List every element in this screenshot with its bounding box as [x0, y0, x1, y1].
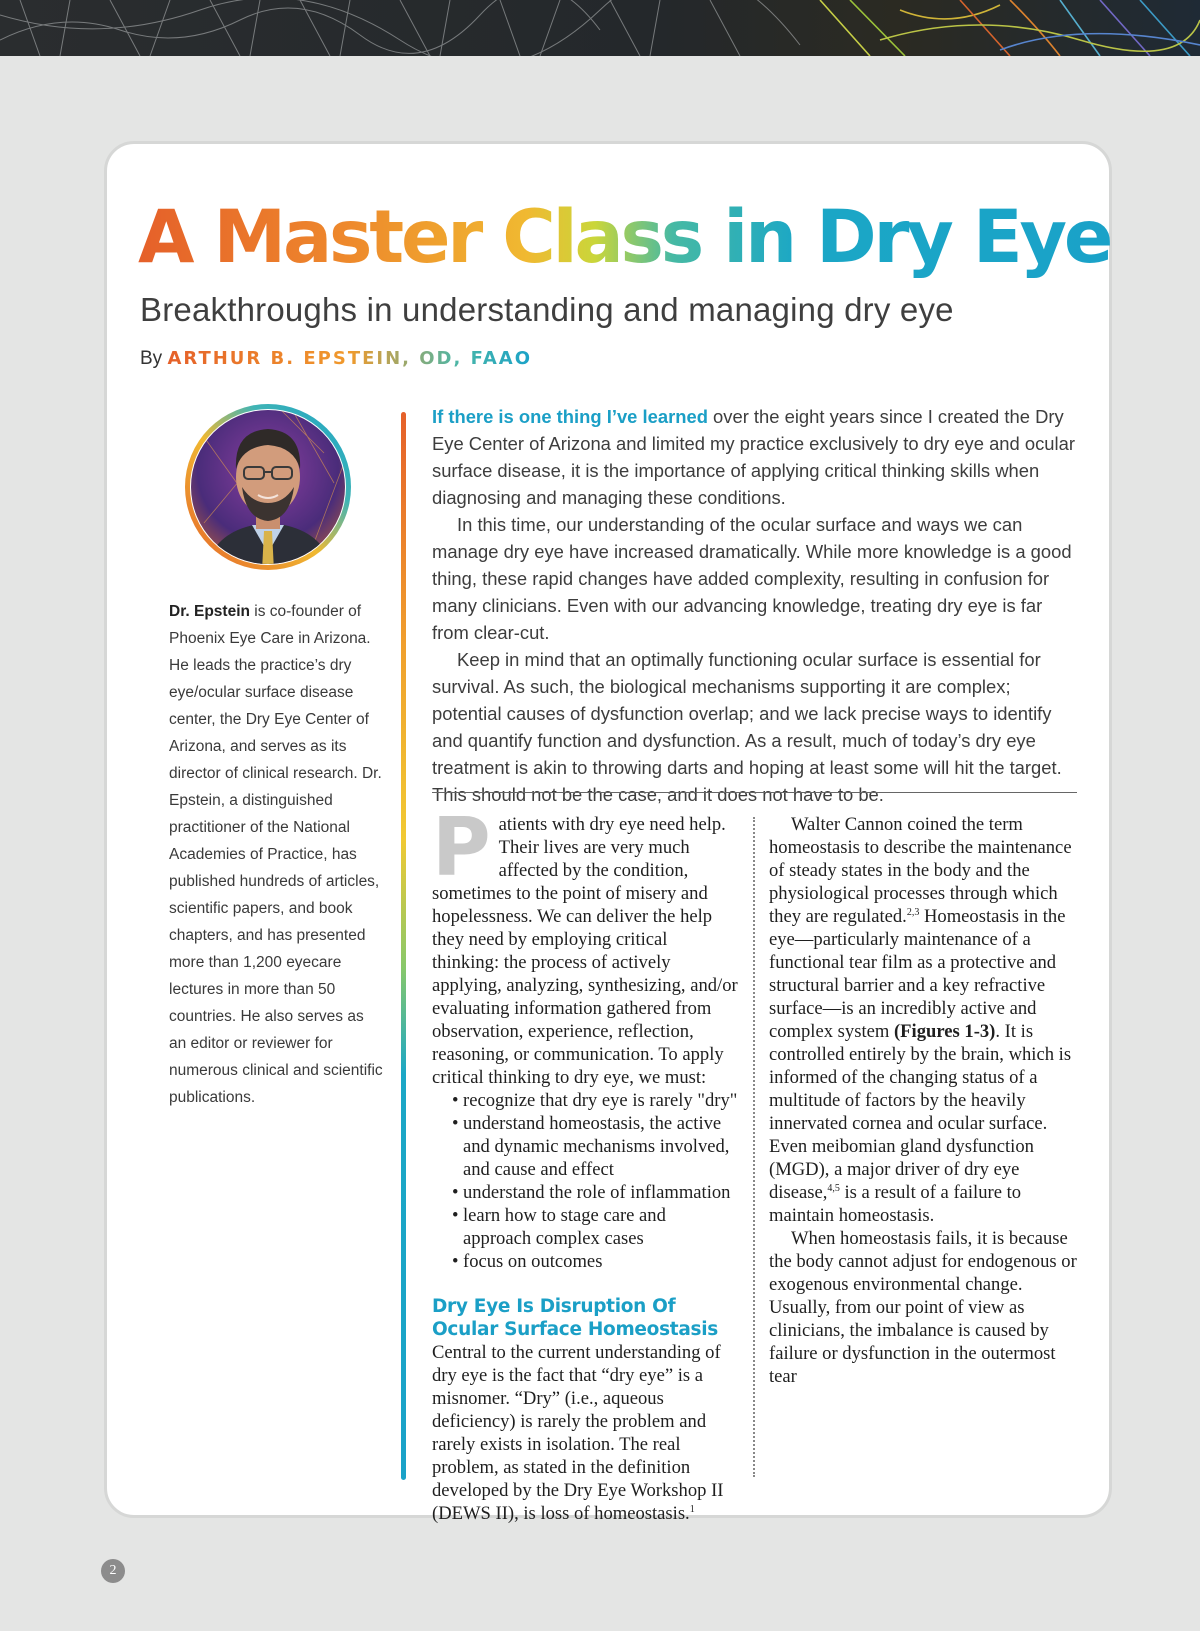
header-banner: [0, 0, 1200, 56]
body-paragraph: When homeostasis fails, it is because the body cannot adjust for endogenous or exogenous environmental change. Usually, from our point of view as clinicians, the imbalance is caused by failure or dysfunction in the outermost tear: [769, 1228, 1077, 1387]
intro-paragraph: Keep in mind that an optimally functioning ocular surface is essential for survival. As such, the biological mechanisms supporting it are complex; potential causes of dysfunction overlap; and we lack precise ways to identify and quantify function and dysfunction. As a result, much of today’s dry eye treatment is akin to throwing darts and hoping at least some will hit the target. This should not be the case, and it does not have to be.: [432, 649, 1062, 805]
horizontal-rule: [432, 792, 1077, 793]
citation-ref: 1: [689, 1504, 695, 1515]
intro-paragraph: In this time, our understanding of the ocular surface and ways we can manage dry eye have increased dramatically. While more knowledge is a good thing, these rapid changes have added complexity, resulting in confusion for many clinicians. Even with our advancing knowledge, treating dry eye is far from clear-cut.: [432, 514, 1072, 643]
bullet-list: [432, 1089, 738, 1273]
intro-paragraph: [432, 403, 1077, 511]
section-heading: Dry Eye Is Disruption Of Ocular Surface Homeostasis: [432, 1296, 718, 1340]
list-item: • focus on outcomes: [452, 1250, 738, 1273]
body-p3b: Homeostasis in the eye—particularly maintenance of a functional tear film as a protective and structural barrier and a key refractive surface—is an incredibly active and complex system: [769, 906, 1066, 1042]
leaf-vein-texture-icon: [0, 0, 1200, 56]
drop-cap: P: [432, 801, 491, 894]
column-separator: [753, 817, 755, 1477]
list-item: • learn how to stage care and approach complex cases: [452, 1204, 738, 1250]
author-name: ARTHUR B. EPSTEIN, OD, FAAO: [167, 348, 532, 369]
bio-text: is co-founder of Phoenix Eye Care in Arizona. He leads the practice’s dry eye/ocular surface disease center, the Dry Eye Center of Arizona, and serves as its director of clinical research. Dr. Epstein, a distinguished practitioner of the National Academies of Practice, has published hundreds of articles, scientific papers, and book chapters, and has presented more than 1,200 eyecare lectures in more than 50 countries. He also serves as an editor or reviewer for numerous clinical and scientific publications.: [169, 603, 383, 1106]
body-p3c: . It is controlled entirely by the brain, which is informed of the changing status of a multitude of factors by the heavily innervated cornea and ocular surface. Even meibomian gland dysfunction (MGD), a major driver of dry eye disease,: [769, 1021, 1072, 1203]
body-p3a: Walter Cannon coined the term homeostasis to describe the maintenance of steady states in the body and the physiological processes through which they are regulated.: [769, 814, 1072, 927]
bio-name: Dr. Epstein: [169, 603, 250, 620]
intro-lead: If there is one thing I’ve learned: [432, 406, 708, 427]
list-item: • understand homeostasis, the active and dynamic mechanisms involved, and cause and effect: [452, 1112, 738, 1181]
page-number: 2: [101, 1559, 125, 1583]
body-column-left: [432, 801, 738, 1525]
body-paragraph: [769, 813, 1077, 1227]
article-title: A Master Class in Dry Eye: [138, 192, 1110, 284]
intro-p1-text: over the eight years since I created the Dry Eye Center of Arizona and limited my practice exclusively to dry eye and ocular surface disease, it is the importance of applying critical thinking skills when diagnosing and managing these conditions.: [432, 406, 1075, 508]
article-subtitle: Breakthroughs in understanding and managing dry eye: [140, 291, 954, 328]
citation-ref: 4,5: [827, 1183, 840, 1194]
body-p3d: is a result of a failure to maintain homeostasis.: [769, 1182, 1022, 1226]
author-photo-icon: [184, 403, 352, 571]
list-item: • recognize that dry eye is rarely "dry": [452, 1089, 738, 1112]
body-p2-text: Central to the current understanding of dry eye is the fact that “dry eye” is a misnomer. “Dry” (i.e., aqueous deficiency) is rarely the problem and rarely exists in isolation. The real problem, as stated in the definition developed by the Dry Eye Workshop II (DEWS II), is loss of homeostasis.: [432, 1342, 724, 1524]
body-column-right: [769, 813, 1077, 1388]
list-item: • understand the role of inflammation: [452, 1181, 738, 1204]
byline-prefix: By: [140, 348, 163, 369]
author-bio: [169, 598, 384, 1111]
intro-section: [432, 403, 1077, 808]
citation-ref: 2,3: [906, 907, 920, 918]
figure-ref: (Figures 1-3): [893, 1021, 996, 1042]
gradient-divider: [401, 412, 406, 1480]
author-photo: [184, 403, 352, 571]
body-p1-text: atients with dry eye need help. Their lives are very much affected by the condition, sometimes to the point of misery and hopelessness. We can deliver the help they need by employing critical thinking: the process of actively applying, analyzing, synthesizing, and/or evaluating information gathered from observation, experience, reflection, reasoning, or communication. To apply critical thinking to dry eye, we must:: [432, 814, 738, 1088]
body-paragraph-continued: [432, 1341, 738, 1525]
byline: [140, 348, 532, 370]
body-paragraph: [432, 801, 738, 1089]
